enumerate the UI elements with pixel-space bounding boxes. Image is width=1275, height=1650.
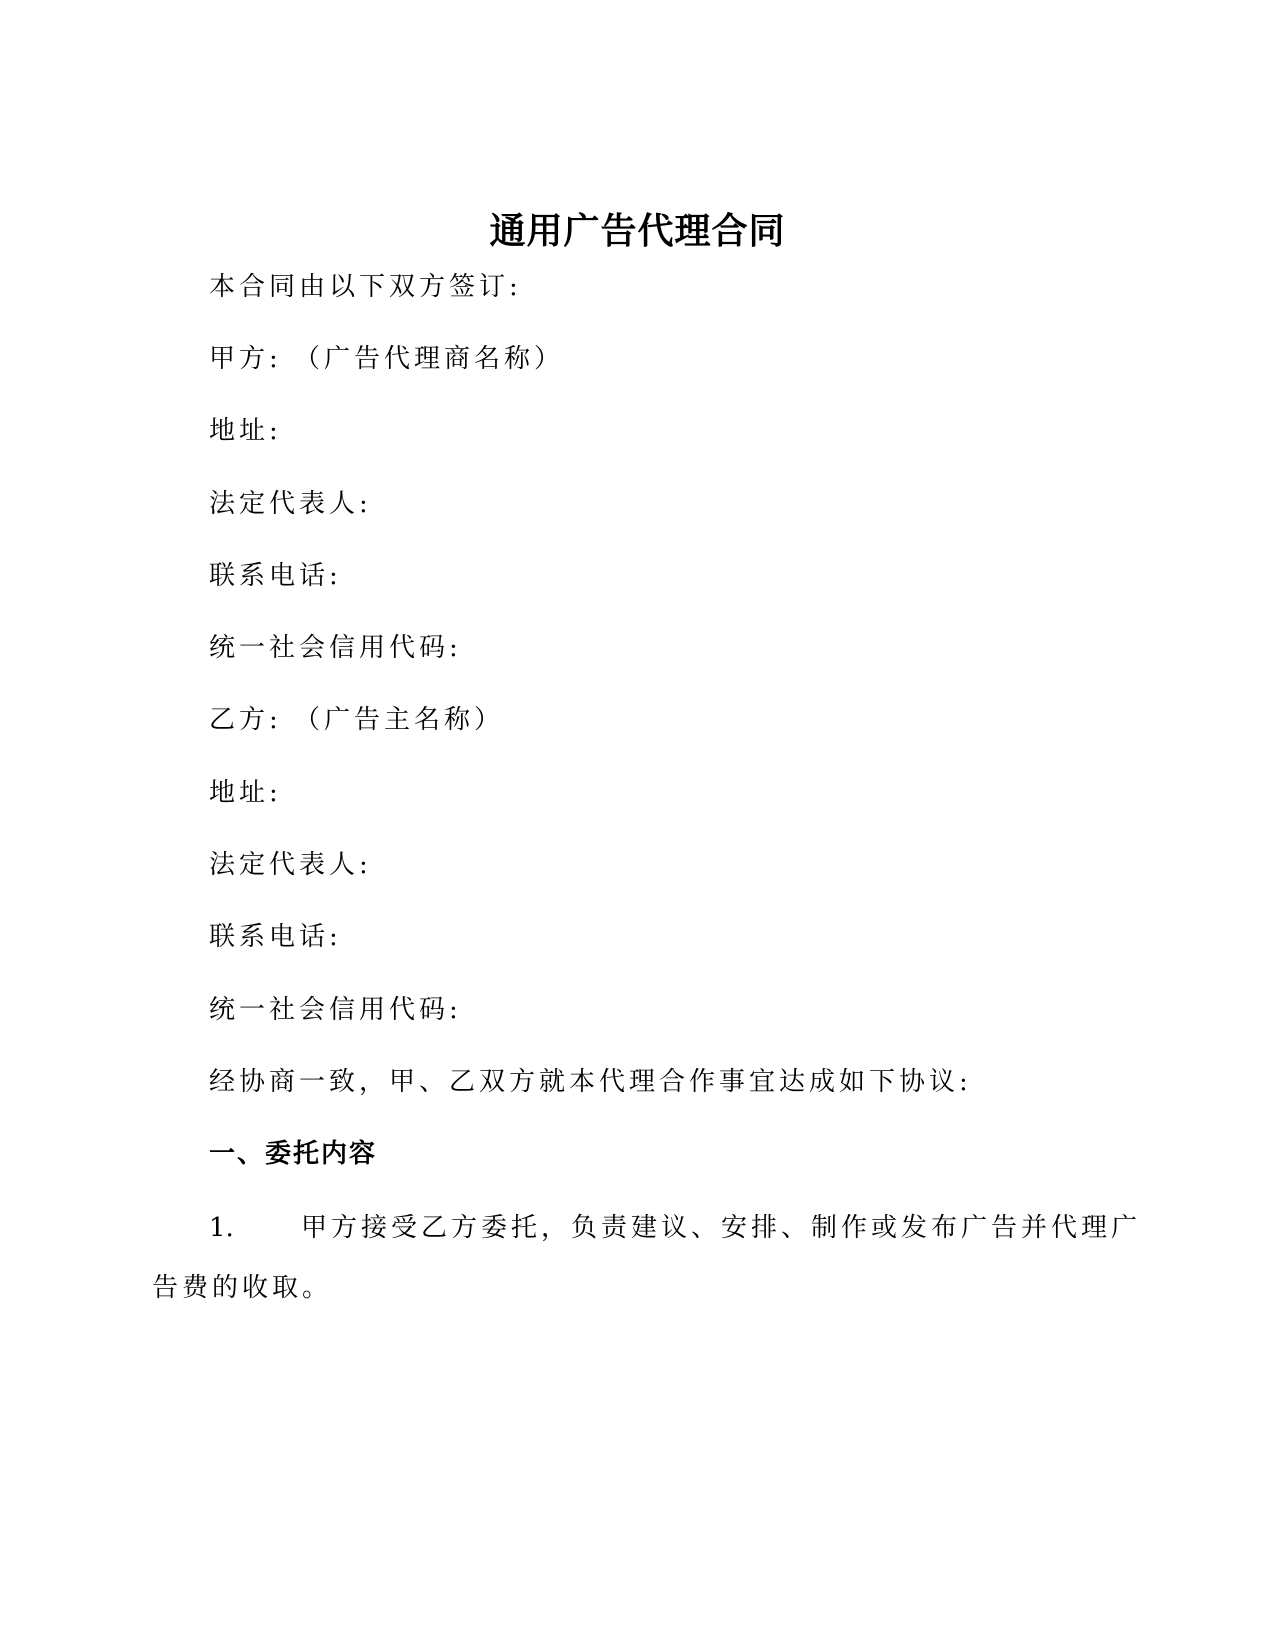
party-b-credit-code: 统一社会信用代码: xyxy=(209,995,462,1025)
clause-first-line xyxy=(152,1210,1142,1246)
clause-text-line1: 甲方接受乙方委托，负责建议、安排、制作或发布广告并代理广 xyxy=(301,1213,1142,1243)
party-b-legal-rep: 法定代表人: xyxy=(209,850,372,880)
party-a-address: 地址: xyxy=(209,416,282,446)
party-b-name: 乙方: （广告主名称） xyxy=(209,705,505,735)
clause-number: 1. xyxy=(209,1213,234,1243)
party-b-address: 地址: xyxy=(209,778,282,808)
party-a-credit-code: 统一社会信用代码: xyxy=(209,633,462,663)
agreement-statement: 经协商一致，甲、乙双方就本代理合作事宜达成如下协议: xyxy=(209,1067,972,1097)
intro-line: 本合同由以下双方签订: xyxy=(209,272,522,302)
party-b-phone: 联系电话: xyxy=(209,922,342,952)
document-title: 通用广告代理合同 xyxy=(489,211,786,252)
party-a-name: 甲方: （广告代理商名称） xyxy=(209,344,565,374)
party-a-legal-rep: 法定代表人: xyxy=(209,489,372,519)
section-heading: 一、委托内容 xyxy=(209,1139,378,1169)
clause-item xyxy=(152,1210,1142,1306)
party-a-phone: 联系电话: xyxy=(209,561,342,591)
clause-text-line2: 告费的收取。 xyxy=(152,1273,333,1303)
